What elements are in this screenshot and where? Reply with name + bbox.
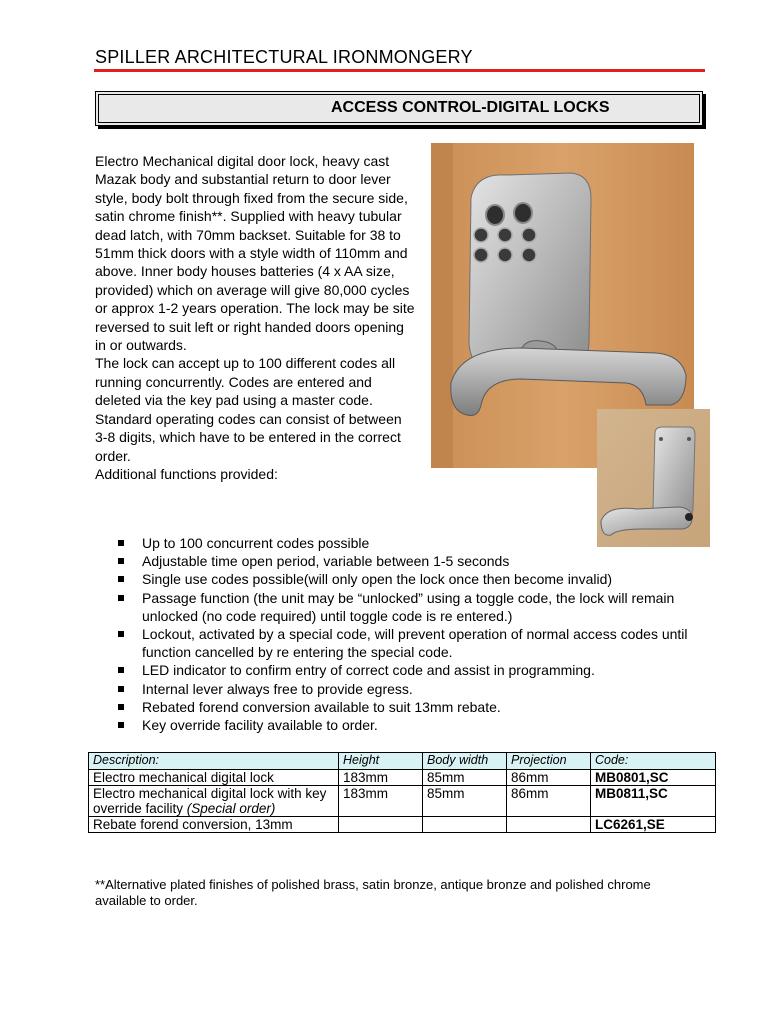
finishes-footnote: **Alternative plated finishes of polished brass, satin bronze, antique bronze and polished chrome available to order.	[95, 877, 651, 908]
cell-description: Rebate forend conversion, 13mm	[89, 817, 339, 833]
cell-description: Electro mechanical digital lock with key override facility (Special order)	[89, 786, 339, 817]
feature-item: LED indicator to confirm entry of correct code and assist in programming.	[117, 661, 717, 679]
feature-item: Up to 100 concurrent codes possible	[117, 534, 717, 552]
company-name: SPILLER ARCHITECTURAL IRONMONGERY	[95, 47, 473, 67]
cell-height: 183mm	[339, 786, 423, 817]
bullet-icon	[118, 686, 124, 692]
table-row	[89, 786, 716, 817]
section-title: ACCESS CONTROL-DIGITAL LOCKS	[331, 99, 610, 116]
cell-body-width	[423, 817, 507, 833]
description-paragraph: The lock can accept up to 100 different codes all running concurrently. Codes are entered and deleted via the key pad using a master code. Standard operating codes can consist of between 3-8 digits, which have to be entered in the correct order.	[95, 355, 402, 464]
feature-item: Adjustable time open period, variable between 1-5 seconds	[117, 552, 717, 570]
column-header-description: Description:	[89, 753, 339, 770]
table-header-row	[89, 753, 716, 770]
feature-item: Internal lever always free to provide egress.	[117, 680, 717, 698]
cell-description: Electro mechanical digital lock	[89, 770, 339, 786]
cell-height	[339, 817, 423, 833]
cell-code: LC6261,SE	[591, 817, 716, 833]
bullet-icon	[118, 631, 124, 637]
bullet-icon	[118, 595, 124, 601]
feature-item: Single use codes possible(will only open the lock once then become invalid)	[117, 570, 717, 588]
bullet-icon	[118, 667, 124, 673]
cell-projection: 86mm	[507, 770, 591, 786]
feature-item: Rebated forend conversion available to suit 13mm rebate.	[117, 698, 717, 716]
cell-code: MB0801,SC	[591, 770, 716, 786]
cell-code: MB0811,SC	[591, 786, 716, 817]
column-header-projection: Projection	[507, 753, 591, 770]
product-description	[95, 152, 415, 483]
feature-item: Key override facility available to order.	[117, 716, 717, 734]
bullet-icon	[118, 540, 124, 546]
cell-height: 183mm	[339, 770, 423, 786]
product-photo-rear	[597, 409, 710, 547]
feature-item: Passage function (the unit may be “unlocked” using a toggle code, the lock will remain unlocked (no code required) until toggle code is re entered.)	[117, 589, 717, 625]
bullet-icon	[118, 722, 124, 728]
features-list	[117, 534, 717, 734]
bullet-icon	[118, 558, 124, 564]
description-paragraph: Additional functions provided:	[95, 465, 278, 482]
section-title-box	[95, 91, 703, 126]
column-header-height: Height	[339, 753, 423, 770]
special-order-note: (Special order)	[186, 801, 276, 816]
description-paragraph: Electro Mechanical digital door lock, heavy cast Mazak body and substantial return to door lever style, body bolt through fixed from the secure side, satin chrome finish**. Supplied with heavy tubular dead latch, with 70mm backset. Suitable for 38 to 51mm thick doors with a style width of 110mm and above. Inner body houses batteries (4 x AA size, provided) which on average will give 80,000 cycles or approx 1-2 years operation. The lock may be site reversed to suit left or right handed doors opening in or outwards.	[95, 153, 415, 354]
column-header-body-width: Body width	[423, 753, 507, 770]
cell-projection: 86mm	[507, 786, 591, 817]
header-rule	[94, 69, 705, 72]
bullet-icon	[118, 704, 124, 710]
cell-body-width: 85mm	[423, 770, 507, 786]
feature-item: Lockout, activated by a special code, will prevent operation of normal access codes until function cancelled by re entering the special code.	[117, 625, 717, 661]
table-row	[89, 817, 716, 833]
cell-projection	[507, 817, 591, 833]
table-row	[89, 770, 716, 786]
product-table	[88, 752, 716, 833]
cell-body-width: 85mm	[423, 786, 507, 817]
bullet-icon	[118, 576, 124, 582]
column-header-code: Code:	[591, 753, 716, 770]
